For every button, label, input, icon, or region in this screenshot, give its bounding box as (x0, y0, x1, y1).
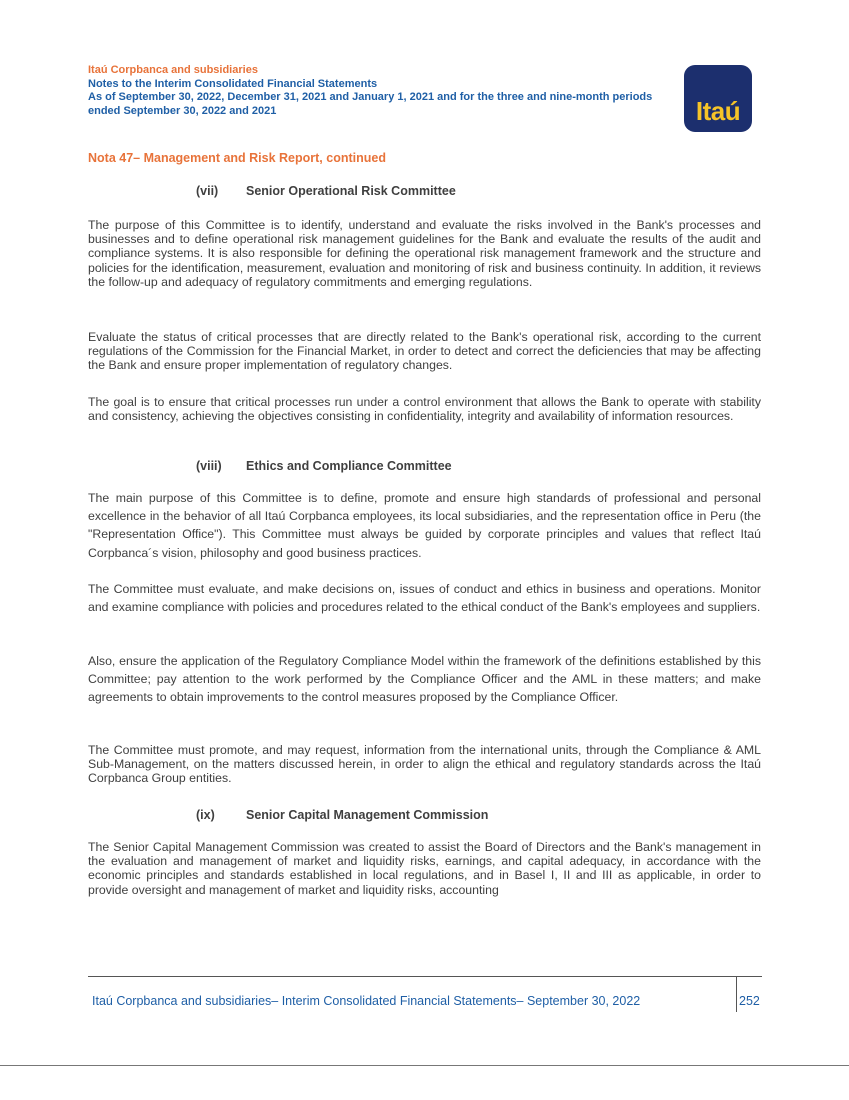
section-number: (viii) (196, 459, 222, 473)
section-number: (ix) (196, 808, 215, 822)
note-title: Nota 47– Management and Risk Report, continued (88, 151, 386, 165)
header-period: As of September 30, 2022, December 31, 2021 and January 1, 2021 and for the three and nine-month periods ended September 30, 2022 and 2021 (88, 91, 653, 117)
section-heading-ix (196, 808, 488, 822)
logo-text: Itaú (695, 96, 741, 126)
section-title: Senior Operational Risk Committee (246, 184, 456, 198)
document-header (88, 64, 668, 118)
page-bottom-rule (0, 1065, 849, 1066)
paragraph: Evaluate the status of critical processes that are directly related to the Bank's operational risk, according to the current regulations of the Commission for the Financial Market, in order to detect and correct the deficiencies that may be affecting the Bank and ensure proper implementation of regulatory changes. (88, 330, 761, 373)
paragraph: Also, ensure the application of the Regulatory Compliance Model within the framework of the definitions established by this Committee; pay attention to the work performed by the Compliance Officer and the AML in these matters; and make agreements to obtain improvements to the control measures proposed by the Compliance Officer. (88, 654, 761, 705)
header-company: Itaú Corpbanca and subsidiaries (88, 64, 258, 76)
footer-text: Itaú Corpbanca and subsidiaries– Interim Consolidated Financial Statements– September 30, 2022 (92, 994, 641, 1008)
footer-divider (88, 976, 762, 977)
header-notes-title: Notes to the Interim Consolidated Financial Statements (88, 77, 378, 90)
section-title: Senior Capital Management Commission (246, 808, 489, 822)
section-heading-viii (196, 459, 452, 473)
section-title: Ethics and Compliance Committee (246, 459, 452, 473)
page-number: 252 (739, 994, 760, 1008)
paragraph: The Senior Capital Management Commission was created to assist the Board of Directors and the Bank's management in the evaluation and management of market and liquidity risks, earnings, and capital adequacy, in accordance with the economic principles and standards established in local regulations, and in Basel I, II and III as applicable, in order to provide oversight and management of market and liquidity risks, accounting (88, 840, 761, 897)
section-heading-vii (196, 184, 456, 198)
paragraph: The Committee must promote, and may request, information from the international units, through the Compliance & AML Sub-Management, on the matters discussed herein, in order to align the ethical and regulatory standards across the Itaú Corpbanca Group entities. (88, 743, 761, 786)
paragraph: The main purpose of this Committee is to define, promote and ensure high standards of professional and personal excellence in the behavior of all Itaú Corpbanca employees, its local subsidiaries, and the representation office in Peru (the "Representation Office"). This Committee must always be guided by corporate principles and values that reflect Itaú Corpbanca´s vision, philosophy and good business practices. (88, 491, 761, 560)
paragraph: The goal is to ensure that critical processes run under a control environment that allows the Bank to operate with stability and consistency, achieving the objectives consisting in confidentiality, integrity and availability of information resources. (88, 395, 761, 424)
paragraph: The purpose of this Committee is to identify, understand and evaluate the risks involved in the Bank's processes and businesses and to define operational risk management guidelines for the Bank and evaluate the results of the audit and compliance systems. It is also responsible for defining the operational risk management framework and the structure and policies for the identification, measurement, evaluation and monitoring of risk and business continuity. In addition, it reviews the follow-up and adequacy of regulatory commitments and emerging regulations. (88, 218, 761, 289)
section-number: (vii) (196, 184, 219, 198)
footer-page-separator (736, 976, 737, 1012)
itau-logo (684, 65, 752, 132)
paragraph: The Committee must evaluate, and make decisions on, issues of conduct and ethics in business and operations. Monitor and examine compliance with policies and procedures related to the ethical conduct of the Bank's employees and suppliers. (88, 582, 761, 615)
